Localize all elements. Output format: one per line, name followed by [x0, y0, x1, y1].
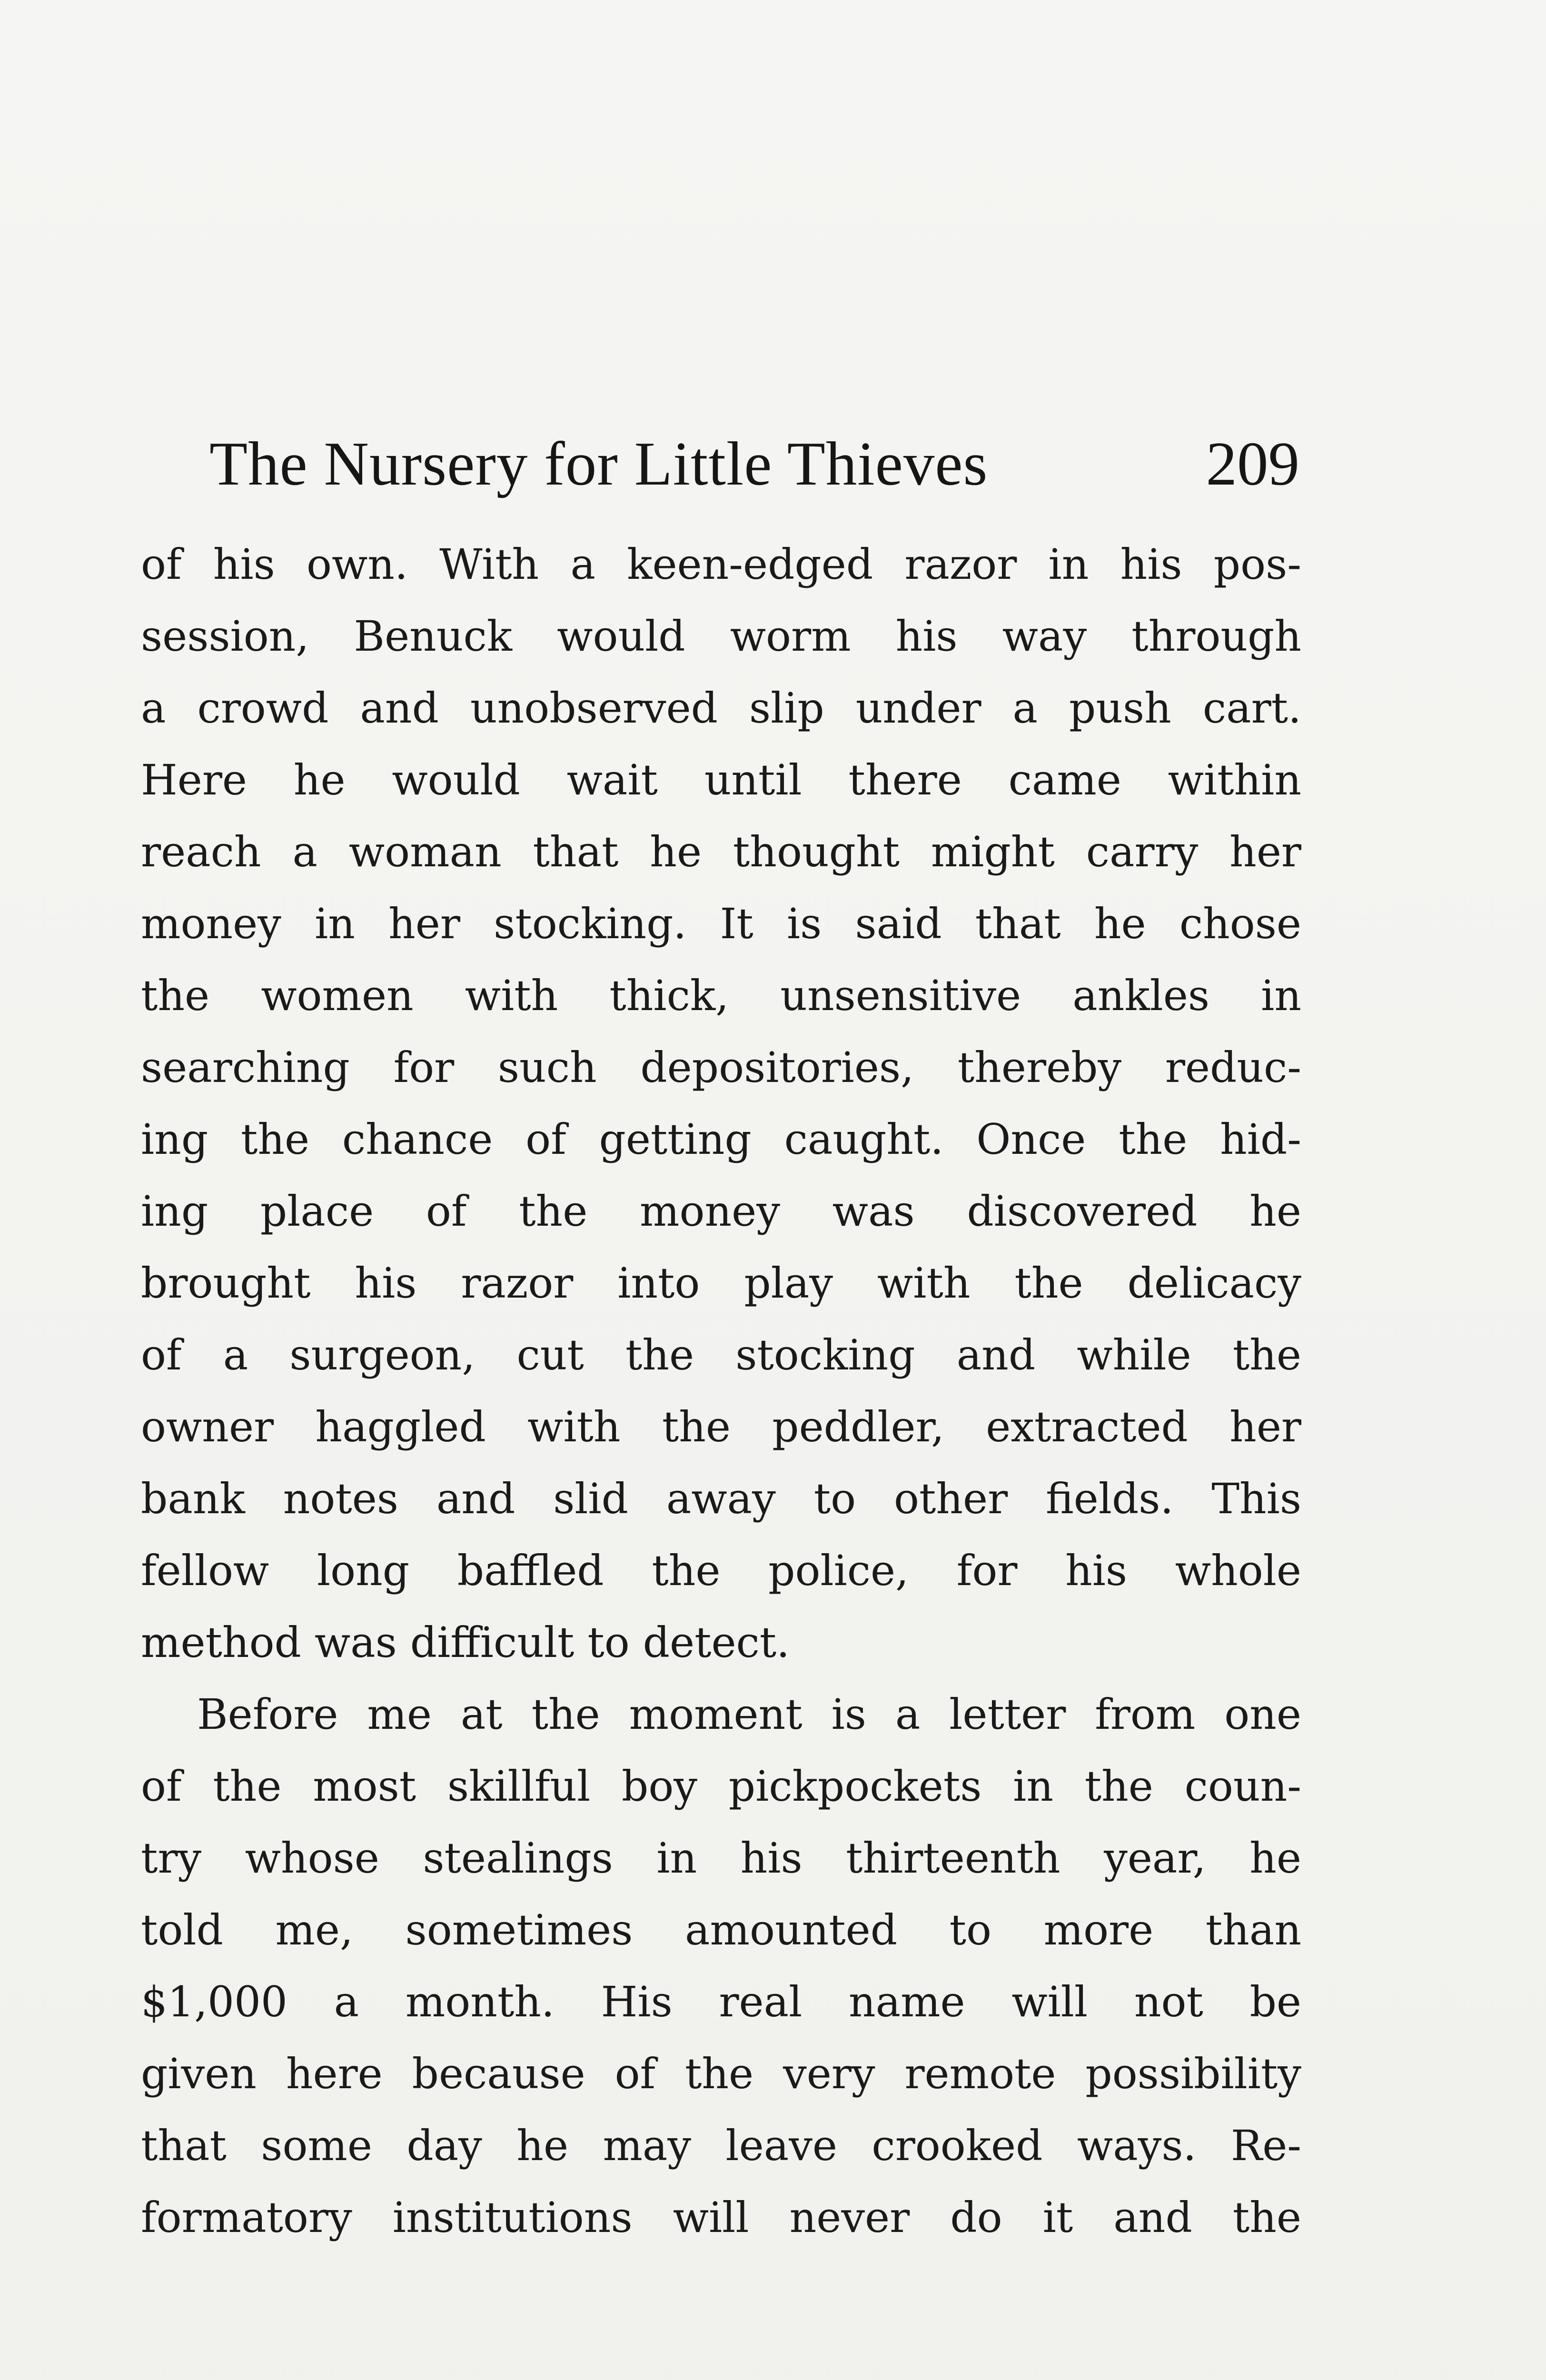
text-line: of the most skillful boy pickpockets in the coun-	[141, 1762, 1301, 1811]
text-line: reach a woman that he thought might carry her	[141, 827, 1301, 876]
text-line: fellow long baffled the police, for his whole	[141, 1546, 1301, 1595]
text-line: a crowd and unobserved slip under a push cart.	[141, 684, 1301, 733]
text-line: formatory institutions will never do it and the	[141, 2193, 1301, 2242]
text-line: searching for such depositories, thereby reduc-	[141, 1043, 1301, 1092]
text-line: of his own. With a keen-edged razor in his pos-	[141, 540, 1301, 589]
text-line: that some day he may leave crooked ways. Re-	[141, 2121, 1301, 2170]
text-line: method was difficult to detect.	[141, 1618, 790, 1667]
text-line: Here he would wait until there came within	[141, 755, 1301, 804]
text-line: ing place of the money was discovered he	[141, 1187, 1301, 1236]
text-line: told me, sometimes amounted to more than	[141, 1905, 1301, 1954]
text-line: bank notes and slid away to other fields. This	[141, 1474, 1301, 1523]
text-line: owner haggled with the peddler, extracted her	[141, 1402, 1301, 1451]
text-line: Before me at the moment is a letter from one	[197, 1690, 1301, 1739]
text-line: brought his razor into play with the delicacy	[141, 1259, 1301, 1308]
text-line: given here because of the very remote possibility	[141, 2049, 1301, 2098]
running-head	[209, 424, 1299, 505]
text-line: $1,000 a month. His real name will not be	[141, 1977, 1301, 2026]
body-text	[141, 528, 1301, 2253]
text-line: of a surgeon, cut the stocking and while the	[141, 1330, 1301, 1379]
page-number: 209	[1206, 429, 1299, 498]
text-line: money in her stocking. It is said that he chose	[141, 899, 1301, 948]
running-title: The Nursery for Little Thieves	[209, 429, 988, 498]
text-line: session, Benuck would worm his way through	[141, 612, 1301, 661]
text-line: ing the chance of getting caught. Once the hid-	[141, 1115, 1301, 1164]
text-line: the women with thick, unsensitive ankles in	[141, 971, 1301, 1020]
text-line: try whose stealings in his thirteenth year, he	[141, 1834, 1301, 1883]
